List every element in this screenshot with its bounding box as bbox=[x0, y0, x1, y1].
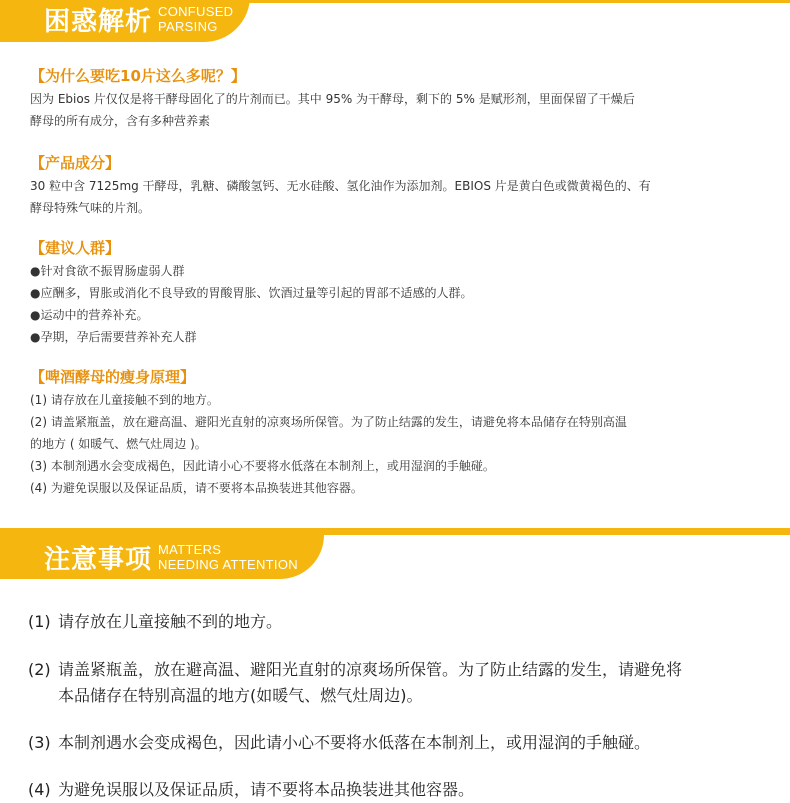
section-body: 30 粒中含 7125mg 干酵母，乳糖、磷酸氢钙、无水硅酸、氢化油作为添加剂。EBIOS 片是黄白色或微黄褐色的、有 酵母特殊气味的片剂。 bbox=[30, 179, 651, 215]
section-divider bbox=[0, 528, 790, 535]
note-item: (4) 为避免误服以及保证品质，请不要将本品换装进其他容器。 bbox=[28, 780, 475, 799]
banner-title-cn: 注意事项 bbox=[44, 544, 153, 575]
section-body: ●针对食欲不振胃肠虚弱人群 ●应酬多，胃胀或消化不良导致的胃酸胃胀、饮酒过量等引起的胃部不适感的人群。 ●运动中的营养补充。 ●孕期，孕后需要营养补充人群 bbox=[30, 264, 473, 344]
section-heading: 【产品成分】 bbox=[30, 154, 121, 172]
note-item: (3) 本制剂遇水会变成褐色，因此请小心不要将水低落在本制剂上，或用湿润的手触碰。 bbox=[28, 733, 651, 752]
section-why-ten bbox=[30, 66, 770, 132]
section-heading: 【建议人群】 bbox=[30, 239, 121, 257]
section-body: (1) 请存放在儿童接触不到的地方。 (2) 请盖紧瓶盖，放在避高温、避阳光直射的凉爽场所保管。为了防止结露的发生，请避免将本品储存在特别高温 的地方 ( 如暖气、燃气灶周边 )。 (3) 本制剂遇水会变成褐色，因此请小心不要将水低落在本制剂上，或用湿润的手触碰。 (4) 为避免误服以及保证品质，请不要将本品换装进其他容器。 bbox=[30, 393, 627, 495]
banner-title-en: CONFUSED PARSING bbox=[158, 4, 234, 34]
section-heading: 【为什么要吃10片这么多呢？】 bbox=[30, 67, 246, 85]
section-ingredients bbox=[30, 153, 770, 219]
banner-matters-needing-attention bbox=[0, 535, 324, 579]
section-recommended-groups bbox=[30, 238, 770, 348]
banner-title-en: MATTERS NEEDING ATTENTION bbox=[158, 542, 298, 572]
note-item: (2) 请盖紧瓶盖，放在避高温、避阳光直射的凉爽场所保管。为了防止结露的发生，请避免将 本品储存在特别高温的地方(如暖气、燃气灶周边)。 bbox=[28, 660, 683, 705]
section-body: 因为 Ebios 片仅仅是将干酵母固化了的片剂而已。其中 95% 为干酵母，剩下的 5% 是赋形剂，里面保留了干燥后 酵母的所有成分，含有多种营养素 bbox=[30, 92, 635, 128]
banner-title-cn: 困惑解析 bbox=[44, 6, 153, 37]
banner-confused-parsing bbox=[0, 0, 250, 42]
note-item: (1) 请存放在儿童接触不到的地方。 bbox=[28, 612, 283, 631]
section-slimming-principle bbox=[30, 367, 770, 499]
section-heading: 【啤酒酵母的瘦身原理】 bbox=[30, 368, 196, 386]
